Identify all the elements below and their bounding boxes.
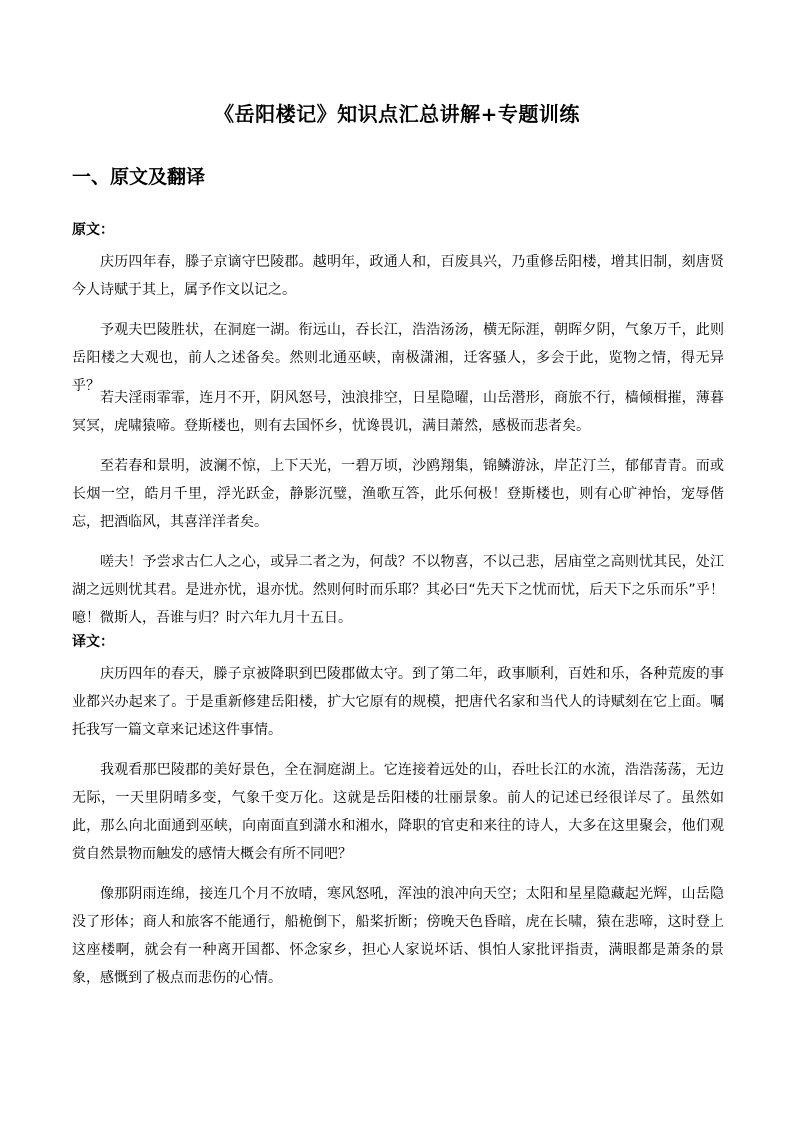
original-paragraph: 至若春和景明，波澜不惊，上下天光，一碧万顷，沙鸥翔集，锦鳞游泳，岸芷汀兰，郁郁青青。而或长烟一空，皓月千里，浮光跃金，静影沉璧，渔歌互答，此乐何极！登斯楼也，则有心旷神怡，宠辱偕忘，把酒临风，其喜洋洋者矣。 <box>72 458 724 530</box>
original-paragraph: 嗟夫！予尝求古仁人之心，或异二者之为，何哉？不以物喜，不以己悲，居庙堂之高则忧其民，处江湖之远则忧其君。是进亦忧，退亦忧。然则何时而乐耶？其必曰“先天下之忧而忧，后天下之乐而乐”乎！噫！微斯人，吾谁与归？时六年九月十五日。 <box>72 554 724 626</box>
translation-paragraph: 庆历四年的春天，滕子京被降职到巴陵郡做太守。到了第二年，政事顺利，百姓和乐，各种荒废的事业都兴办起来了。于是重新修建岳阳楼，扩大它原有的规模，把唐代名家和当代人的诗赋刻在它上面。嘱托我写一篇文章来记述这件事情。 <box>72 666 724 738</box>
translation-label: 译文： <box>72 634 114 650</box>
document-title: 《岳阳楼记》知识点汇总讲解+专题训练 <box>214 102 580 126</box>
original-paragraph: 若夫淫雨霏霏，连月不开，阴风怒号，浊浪排空，日星隐曜，山岳潜形，商旅不行，樯倾楫摧，薄暮冥冥，虎啸猿啼。登斯楼也，则有去国怀乡，忧谗畏讥，满目萧然，感极而悲者矣。 <box>72 390 724 434</box>
original-paragraph: 予观夫巴陵胜状，在洞庭一湖。衔远山，吞长江，浩浩汤汤，横无际涯，朝晖夕阴，气象万千，此则岳阳楼之大观也，前人之述备矣。然则北通巫峡，南极潇湘，迁客骚人，多会于此，览物之情，得无异乎？ <box>72 322 724 394</box>
original-paragraph: 庆历四年春，滕子京谪守巴陵郡。越明年，政通人和，百废具兴，乃重修岳阳楼，增其旧制，刻唐贤今人诗赋于其上，属予作文以记之。 <box>72 254 724 298</box>
translation-paragraph: 我观看那巴陵郡的美好景色，全在洞庭湖上。它连接着远处的山，吞吐长江的水流，浩浩荡荡，无边无际，一天里阴晴多变，气象千变万化。这就是岳阳楼的壮丽景象。前人的记述已经很详尽了。虽然如此，那么向北面通到巫峡，向南面直到潇水和湘水，降职的官吏和来往的诗人，大多在这里聚会，他们观赏自然景物而触发的感情大概会有所不同吧？ <box>72 762 724 862</box>
original-text-label: 原文： <box>72 222 114 238</box>
section-heading: 一、原文及翻译 <box>72 166 206 188</box>
translation-paragraph: 像那阴雨连绵，接连几个月不放晴，寒风怒吼，浑浊的浪冲向天空；太阳和星星隐藏起光辉，山岳隐没了形体；商人和旅客不能通行，船桅倒下，船桨折断；傍晚天色昏暗，虎在长啸，猿在悲啼，这时登上这座楼啊，就会有一种离开国都、怀念家乡，担心人家说坏话、惧怕人家批评指责，满眼都是萧条的景象，感慨到了极点而悲伤的心情。 <box>72 886 724 986</box>
